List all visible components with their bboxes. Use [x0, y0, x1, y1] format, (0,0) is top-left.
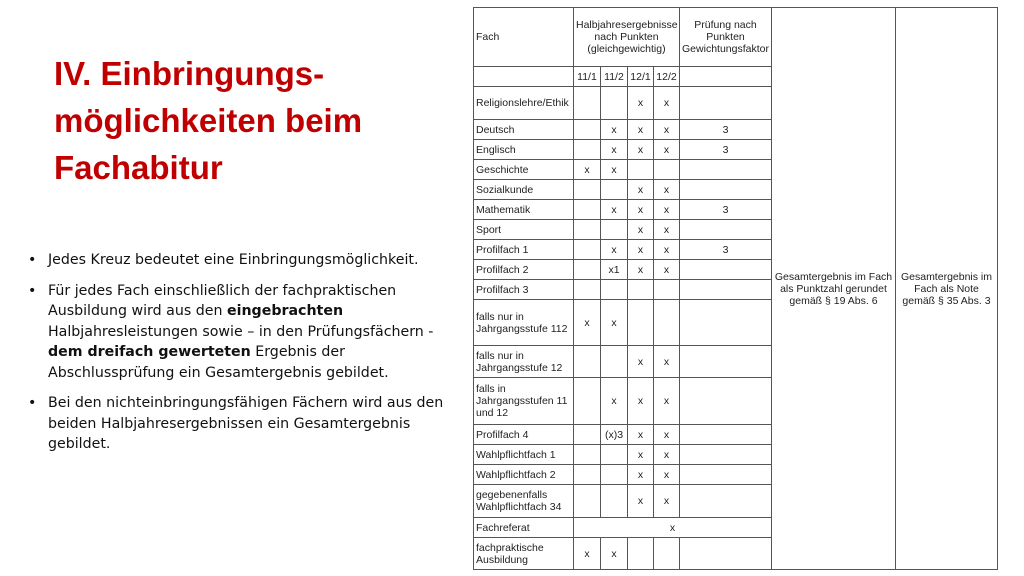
bullet-list	[24, 250, 456, 465]
subject-cell: Profilfach 4	[474, 425, 574, 445]
bullet-item	[24, 281, 456, 384]
semester-mark-cell: x	[654, 378, 680, 425]
semester-12-2: 12/2	[654, 67, 680, 87]
exam-weight-cell: 3	[680, 200, 772, 220]
exam-weight-cell	[680, 445, 772, 465]
exam-weight-cell	[680, 425, 772, 445]
semester-mark-cell	[574, 140, 601, 160]
semester-mark-cell	[654, 300, 680, 346]
semester-mark-cell	[654, 538, 680, 570]
bullet-item	[24, 250, 456, 271]
semester-mark-cell: x	[628, 140, 654, 160]
subject-cell: Fachreferat	[474, 518, 574, 538]
semester-mark-cell	[574, 87, 601, 120]
semester-mark-cell	[574, 120, 601, 140]
semester-mark-cell: x	[628, 240, 654, 260]
semester-mark-cell	[574, 378, 601, 425]
header-gesamt-punktzahl: Gesamtergebnis im Fach als Punktzahl gerundet gemäß § 19 Abs. 6	[772, 8, 896, 570]
semester-mark-cell: x	[601, 378, 628, 425]
semester-mark-cell	[574, 240, 601, 260]
semester-mark-cell	[628, 160, 654, 180]
semester-mark-cell: (x)3	[601, 425, 628, 445]
semester-mark-cell: x	[654, 346, 680, 378]
exam-weight-cell: 3	[680, 120, 772, 140]
semester-mark-cell: x	[654, 485, 680, 518]
bullet-emphasis: dem dreifach gewerteten	[48, 344, 251, 360]
subject-cell: Englisch	[474, 140, 574, 160]
exam-weight-cell	[680, 180, 772, 200]
semester-mark-cell	[574, 180, 601, 200]
subject-cell: Mathematik	[474, 200, 574, 220]
semester-mark-cell	[601, 280, 628, 300]
semester-mark-cell: x	[574, 300, 601, 346]
semester-mark-cell: x	[654, 465, 680, 485]
exam-weight-cell: 3	[680, 240, 772, 260]
semester-11-2: 11/2	[601, 67, 628, 87]
semester-mark-cell: x	[601, 300, 628, 346]
semester-mark-cell: x	[574, 160, 601, 180]
title-line-2: möglichkeiten beim	[54, 102, 363, 139]
header-halbjahr: Halbjahresergebnisse nach Punkten (gleichgewichtig)	[574, 8, 680, 67]
exam-weight-cell	[680, 300, 772, 346]
semester-mark-cell	[574, 465, 601, 485]
semester-mark-cell: x	[654, 140, 680, 160]
exam-weight-cell	[680, 378, 772, 425]
semester-mark-cell	[574, 280, 601, 300]
semester-mark-cell: x	[601, 120, 628, 140]
subject-cell: Profilfach 2	[474, 260, 574, 280]
exam-weight-cell	[680, 87, 772, 120]
title-line-1: IV. Einbringungs-	[54, 55, 325, 92]
bullet-text: Bei den nichteinbringungsfähigen Fächern wird aus den beiden Halbjahresergebnissen ein Gesamtergebnis gebildet.	[48, 395, 444, 452]
semester-mark-cell: x	[628, 346, 654, 378]
semester-mark-cell: x	[654, 220, 680, 240]
einbringung-table	[473, 7, 998, 570]
semester-mark-cell: x	[654, 180, 680, 200]
semester-12-1: 12/1	[628, 67, 654, 87]
bullet-text: Ergebnis der Abschlussprüfung ein Gesamtergebnis gebildet.	[48, 344, 389, 381]
semester-mark-cell	[601, 465, 628, 485]
table-header-row	[474, 8, 998, 67]
semester-mark-cell: x	[628, 87, 654, 120]
exam-weight-cell	[680, 538, 772, 570]
semester-mark-cell: x	[628, 378, 654, 425]
semester-mark-cell	[601, 220, 628, 240]
semester-pruefung-blank	[680, 67, 772, 87]
subject-cell: Wahlpflichtfach 1	[474, 445, 574, 465]
semester-mark-cell	[601, 445, 628, 465]
semester-mark-cell: x	[628, 260, 654, 280]
semester-mark-cell: x	[601, 240, 628, 260]
subject-cell: Profilfach 1	[474, 240, 574, 260]
semester-mark-cell	[574, 220, 601, 240]
subject-cell: Geschichte	[474, 160, 574, 180]
semester-mark-cell: x	[654, 120, 680, 140]
semester-mark-cell	[574, 200, 601, 220]
semester-mark-cell: x	[628, 465, 654, 485]
merged-mark-cell: x	[574, 518, 772, 538]
header-gesamt-note: Gesamtergebnis im Fach als Note gemäß § 35 Abs. 3	[896, 8, 998, 570]
exam-weight-cell	[680, 280, 772, 300]
exam-weight-cell	[680, 220, 772, 240]
subject-cell: Sozialkunde	[474, 180, 574, 200]
exam-weight-cell	[680, 260, 772, 280]
subject-cell: gegebenenfalls Wahlpflichtfach 34	[474, 485, 574, 518]
header-fach: Fach	[474, 8, 574, 67]
semester-mark-cell	[574, 445, 601, 465]
slide-title	[54, 50, 434, 191]
title-line-3: Fachabitur	[54, 149, 223, 186]
semester-mark-cell: x	[628, 120, 654, 140]
subject-cell: Sport	[474, 220, 574, 240]
semester-mark-cell: x	[628, 200, 654, 220]
semester-mark-cell: x	[654, 425, 680, 445]
semester-mark-cell: x	[574, 538, 601, 570]
bullet-text: Für jedes Fach einschließlich der fachpraktischen Ausbildung wird aus den	[48, 282, 397, 319]
semester-mark-cell: x	[628, 180, 654, 200]
semester-mark-cell	[601, 180, 628, 200]
semester-mark-cell	[574, 346, 601, 378]
header-pruefung: Prüfung nach Punkten Gewichtungsfaktor	[680, 8, 772, 67]
exam-weight-cell: 3	[680, 140, 772, 160]
semester-mark-cell: x	[654, 240, 680, 260]
semester-mark-cell	[628, 538, 654, 570]
subject-cell: Profilfach 3	[474, 280, 574, 300]
bullet-text: Jedes Kreuz bedeutet eine Einbringungsmöglichkeit.	[48, 252, 419, 268]
semester-mark-cell	[601, 485, 628, 518]
exam-weight-cell	[680, 465, 772, 485]
bullet-item	[24, 393, 456, 455]
semester-mark-cell: x	[654, 87, 680, 120]
semester-mark-cell: x	[628, 220, 654, 240]
semester-mark-cell	[654, 160, 680, 180]
semester-mark-cell: x	[654, 445, 680, 465]
exam-weight-cell	[680, 485, 772, 518]
exam-weight-cell	[680, 346, 772, 378]
semester-mark-cell: x	[601, 160, 628, 180]
semester-mark-cell: x1	[601, 260, 628, 280]
bullet-text: Halbjahresleistungen sowie – in den Prüfungsfächern -	[48, 323, 434, 340]
semester-mark-cell: x	[654, 260, 680, 280]
subject-cell: fachpraktische Ausbildung	[474, 538, 574, 570]
semester-mark-cell	[628, 280, 654, 300]
semester-mark-cell: x	[601, 538, 628, 570]
subject-cell: falls nur in Jahrgangsstufe 12	[474, 346, 574, 378]
semester-mark-cell	[574, 485, 601, 518]
semester-mark-cell: x	[654, 200, 680, 220]
subject-cell: Deutsch	[474, 120, 574, 140]
bullet-emphasis: eingebrachten	[226, 303, 344, 319]
semester-mark-cell	[601, 346, 628, 378]
semester-mark-cell: x	[601, 200, 628, 220]
semester-11-1: 11/1	[574, 67, 601, 87]
semester-mark-cell	[601, 87, 628, 120]
subject-cell: falls nur in Jahrgangsstufe 112	[474, 300, 574, 346]
subject-cell: Wahlpflichtfach 2	[474, 465, 574, 485]
semester-mark-cell: x	[628, 425, 654, 445]
exam-weight-cell	[680, 160, 772, 180]
semester-blank-cell	[474, 67, 574, 87]
subject-cell: falls in Jahrgangsstufen 11 und 12	[474, 378, 574, 425]
semester-mark-cell	[628, 300, 654, 346]
semester-mark-cell	[574, 260, 601, 280]
semester-mark-cell: x	[601, 140, 628, 160]
semester-mark-cell	[574, 425, 601, 445]
semester-mark-cell: x	[628, 445, 654, 465]
subject-cell: Religionslehre/Ethik	[474, 87, 574, 120]
semester-mark-cell	[654, 280, 680, 300]
semester-mark-cell: x	[628, 485, 654, 518]
